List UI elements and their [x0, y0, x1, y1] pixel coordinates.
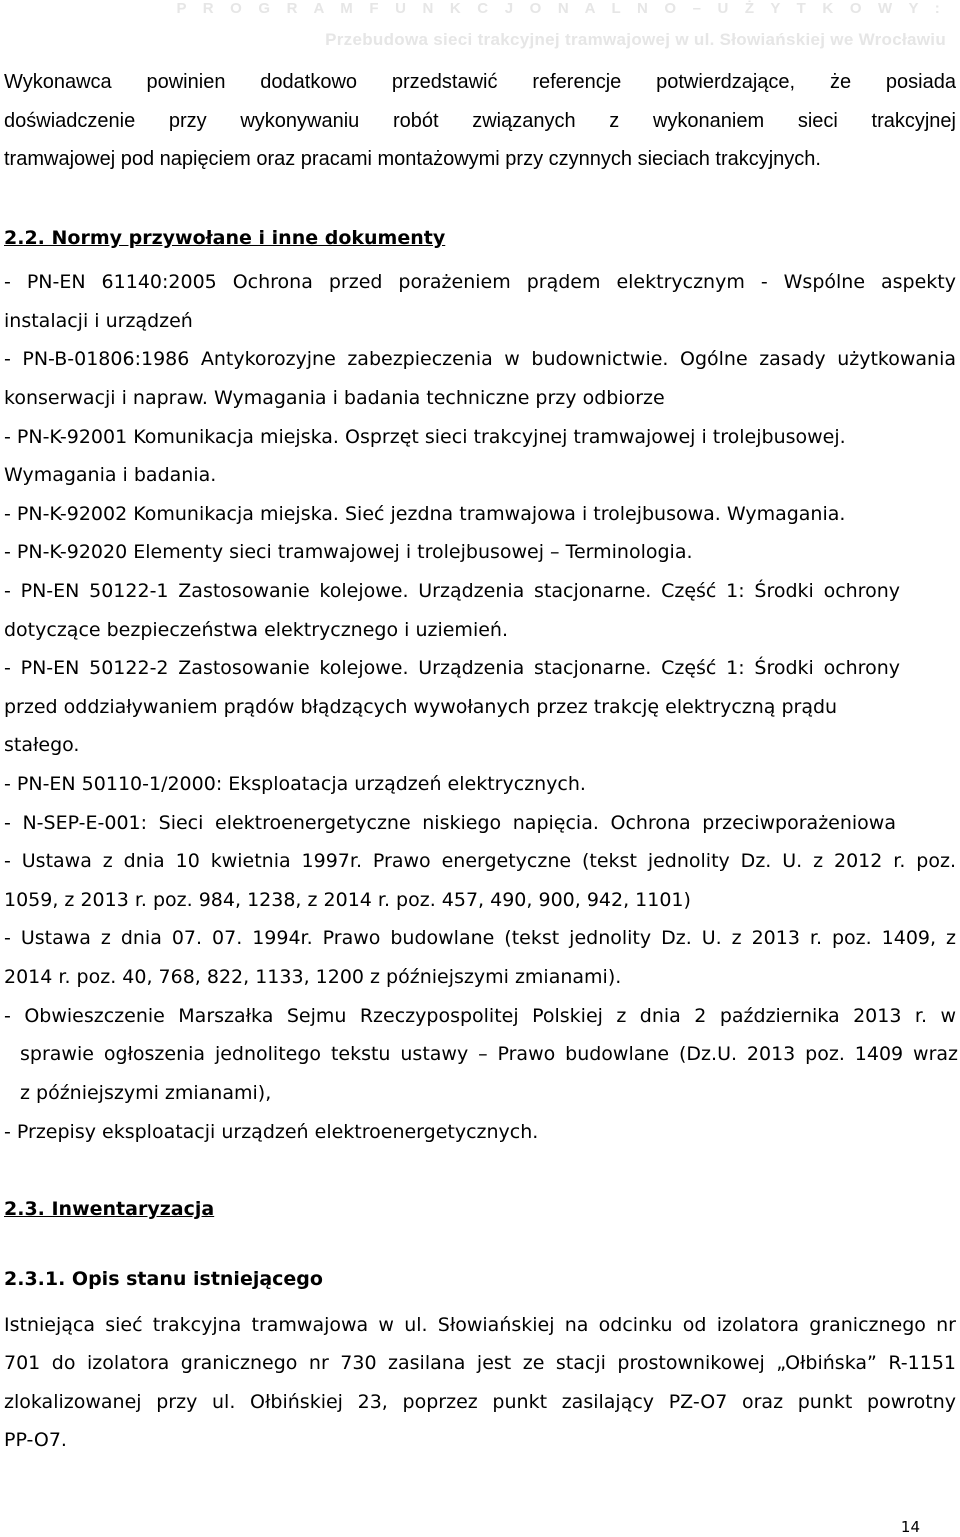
- paragraph-line: zlokalizowanej przy ul. Ołbińskiej 23, poprzez punkt zasilający PZ-O7 oraz punkt powrotny: [4, 1391, 956, 1413]
- section-heading-2-2: 2.2. Normy przywołane i inne dokumenty: [4, 227, 446, 249]
- norm-line: 1059, z 2013 r. poz. 984, 1238, z 2014 r. poz. 457, 490, 900, 942, 1101): [4, 889, 691, 911]
- page-header-program: P R O G R A M F U N K C J O N A L N O – U Ż Y T K O W Y :: [176, 0, 946, 17]
- subsection-heading-2-3-1: 2.3.1. Opis stanu istniejącego: [4, 1268, 323, 1290]
- norm-line: - Obwieszczenie Marszałka Sejmu Rzeczypospolitej Polskiej z dnia 2 października 2013 r. w: [4, 1005, 956, 1027]
- section-heading-2-3: 2.3. Inwentaryzacja: [4, 1198, 215, 1220]
- norm-line: 2014 r. poz. 40, 768, 822, 1133, 1200 z późniejszymi zmianami).: [4, 966, 622, 988]
- norm-line: - PN-EN 50122-2 Zastosowanie kolejowe. Urządzenia stacjonarne. Część 1: Środki ochrony: [4, 657, 900, 679]
- page-number: 14: [900, 1518, 920, 1536]
- norm-line: - Ustawa z dnia 10 kwietnia 1997r. Prawo energetyczne (tekst jednolity Dz. U. z 2012 r. poz.: [4, 850, 956, 872]
- page-header-subtitle: Przebudowa sieci trakcyjnej tramwajowej w ul. Słowiańskiej we Wrocławiu: [325, 30, 946, 49]
- norm-line: - N-SEP-E-001: Sieci elektroenergetyczne niskiego napięcia. Ochrona przeciwporażeniowa: [4, 812, 896, 834]
- norm-line: - PN-B-01806:1986 Antykorozyjne zabezpieczenia w budownictwie. Ogólne zasady użytkowania: [4, 348, 956, 370]
- norm-line: - PN-EN 50110-1/2000: Eksploatacja urządzeń elektrycznych.: [4, 773, 586, 795]
- norm-line: - PN-K-92001 Komunikacja miejska. Osprzęt sieci trakcyjnej tramwajowej i trolejbusowej.: [4, 426, 846, 448]
- paragraph-line: Wykonawca powinien dodatkowo przedstawić referencje potwierdzające, że posiada: [4, 71, 956, 93]
- paragraph-line: Istniejąca sieć trakcyjna tramwajowa w ul. Słowiańskiej na odcinku od izolatora granicznego nr: [4, 1314, 956, 1336]
- paragraph-line: 701 do izolatora granicznego nr 730 zasilana jest ze stacji prostownikowej „Ołbińska” R-1151: [4, 1352, 956, 1374]
- norm-line: - Ustawa z dnia 07. 07. 1994r. Prawo budowlane (tekst jednolity Dz. U. z 2013 r. poz. 1409, z: [4, 927, 956, 949]
- norm-line: Wymagania i badania.: [4, 464, 217, 486]
- norm-line: dotyczące bezpieczeństwa elektrycznego i uziemień.: [4, 619, 508, 641]
- paragraph-line: PP-O7.: [4, 1429, 67, 1451]
- norm-line: sprawie ogłoszenia jednolitego tekstu ustawy – Prawo budowlane (Dz.U. 2013 poz. 1409 wraz: [20, 1043, 958, 1065]
- paragraph-line: tramwajowej pod napięciem oraz pracami montażowymi przy czynnych sieciach trakcyjnych.: [4, 148, 821, 170]
- norm-line: przed oddziaływaniem prądów błądzących wywołanych przez trakcję elektryczną prądu: [4, 696, 838, 718]
- norm-line: - PN-K-92002 Komunikacja miejska. Sieć jezdna tramwajowa i trolejbusowa. Wymagania.: [4, 503, 846, 525]
- norm-line: - PN-EN 61140:2005 Ochrona przed porażeniem prądem elektrycznym - Wspólne aspekty: [4, 271, 956, 293]
- norm-line: - Przepisy eksploatacji urządzeń elektroenergetycznych.: [4, 1121, 539, 1143]
- norm-line: - PN-K-92020 Elementy sieci tramwajowej i trolejbusowej – Terminologia.: [4, 541, 693, 563]
- norm-line: z późniejszymi zmianami),: [20, 1082, 272, 1104]
- norm-line: instalacji i urządzeń: [4, 310, 193, 332]
- paragraph-line: doświadczenie przy wykonywaniu robót związanych z wykonaniem sieci trakcyjnej: [4, 110, 956, 132]
- norm-line: - PN-EN 50122-1 Zastosowanie kolejowe. Urządzenia stacjonarne. Część 1: Środki ochrony: [4, 580, 900, 602]
- norm-line: konserwacji i napraw. Wymagania i badania techniczne przy odbiorze: [4, 387, 665, 409]
- norm-line: stałego.: [4, 734, 80, 756]
